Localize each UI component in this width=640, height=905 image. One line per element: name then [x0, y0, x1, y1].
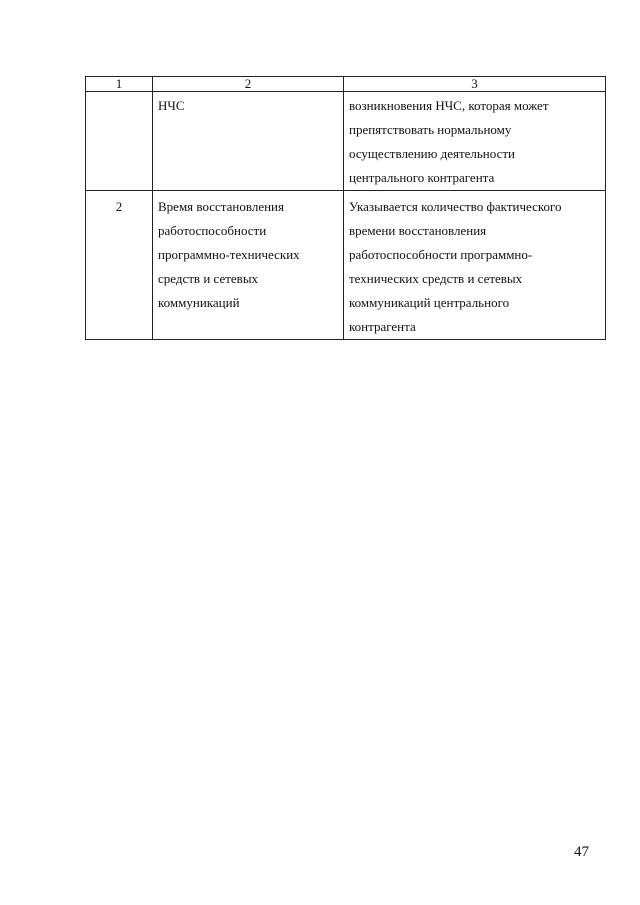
cell-text-line: возникновения НЧС, которая может	[349, 98, 549, 113]
cell-text-line: технических средств и сетевых	[349, 271, 523, 286]
cell-text-line: работоспособности программно-	[349, 247, 533, 262]
column-header-3: 3	[344, 77, 606, 92]
cell-text-line: программно-технических	[158, 247, 300, 262]
cell-text-line: времени восстановления	[349, 223, 487, 238]
table-row	[86, 92, 606, 191]
row-number-cell: 2	[86, 191, 153, 340]
column-header-2: 2	[153, 77, 344, 92]
cell-text-line: центрального контрагента	[349, 170, 495, 185]
cell-text-line: осуществлению деятельности	[349, 146, 515, 161]
indicator-name-cell	[153, 191, 344, 340]
page-number: 47	[574, 844, 589, 860]
cell-text-line: Указывается количество фактического	[349, 199, 562, 214]
indicator-name-cell	[153, 92, 344, 191]
cell-text-line: контрагента	[349, 319, 416, 334]
cell-text-line: коммуникаций центрального	[349, 295, 510, 310]
table-header-row	[86, 77, 606, 92]
requirements-table	[85, 76, 606, 340]
column-header-1: 1	[86, 77, 153, 92]
cell-text-line: коммуникаций	[158, 295, 240, 310]
cell-text-line: НЧС	[158, 98, 185, 113]
table-row	[86, 191, 606, 340]
indicator-description-cell	[344, 191, 606, 340]
row-number-cell	[86, 92, 153, 191]
cell-text-line: средств и сетевых	[158, 271, 259, 286]
cell-text-line: работоспособности	[158, 223, 267, 238]
cell-text-line: Время восстановления	[158, 199, 284, 214]
cell-text-line: препятствовать нормальному	[349, 122, 512, 137]
indicator-description-cell	[344, 92, 606, 191]
